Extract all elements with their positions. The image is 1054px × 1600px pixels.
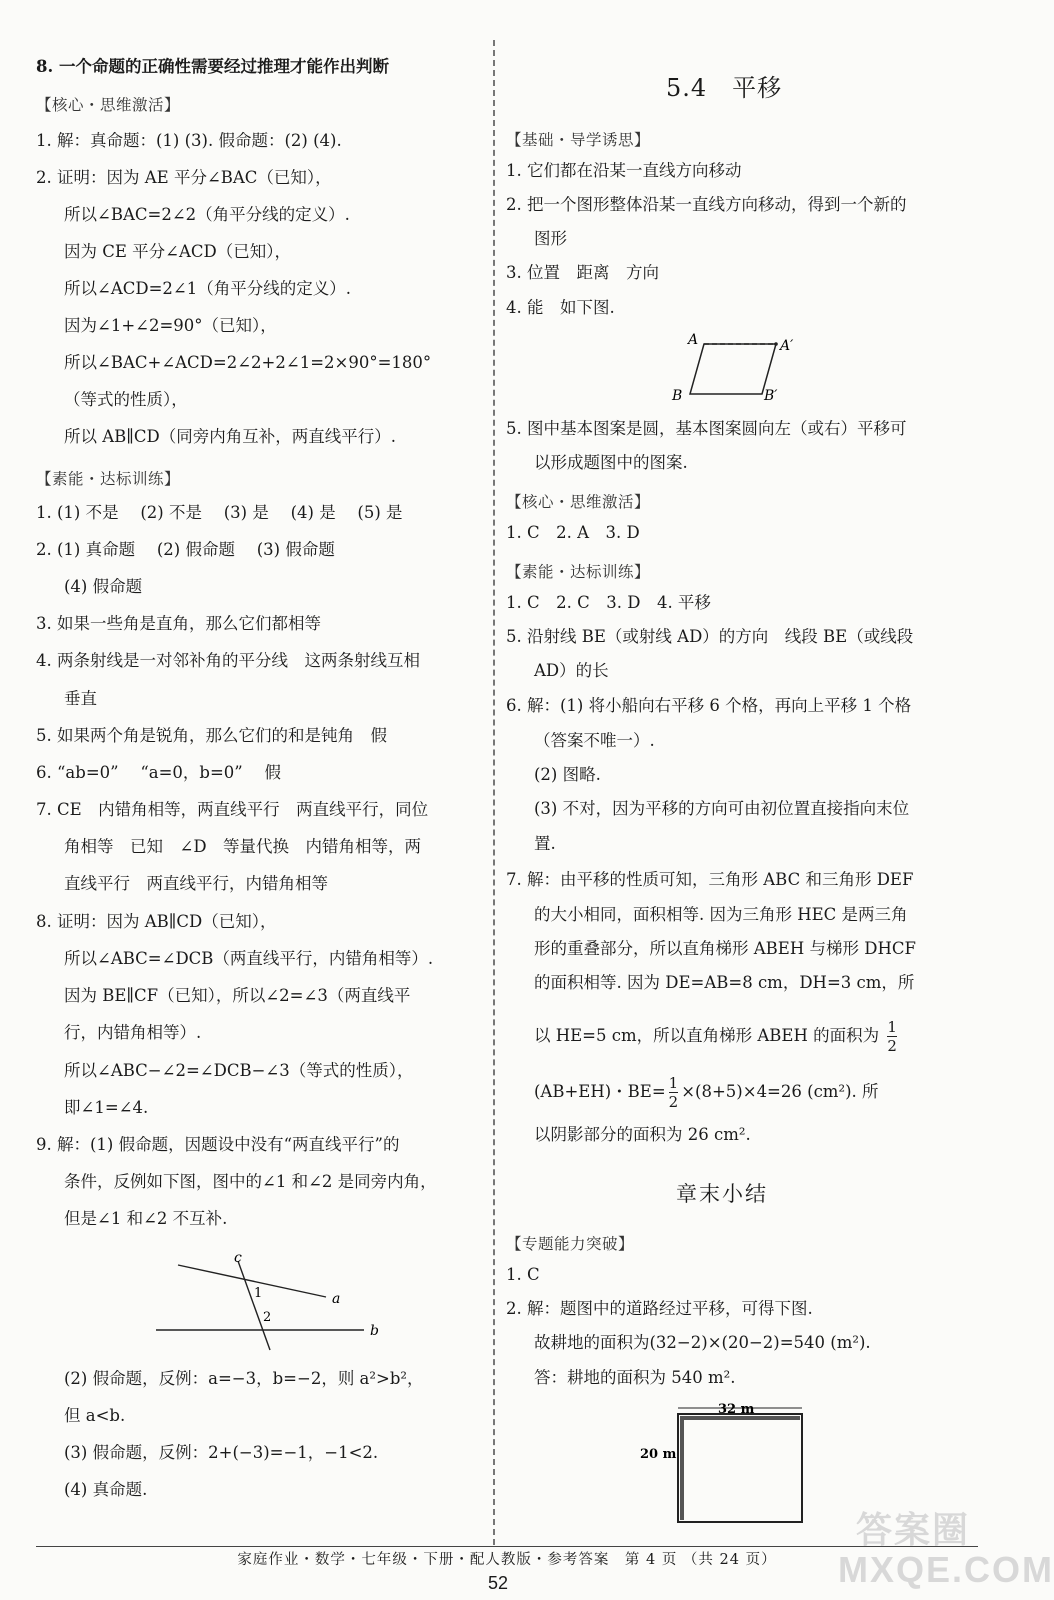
line-c — [238, 1261, 270, 1350]
section-heading: 【素能・达标训练】 — [506, 563, 651, 581]
label-b: b — [370, 1323, 379, 1339]
chapter-summary-title: 章末小结 — [676, 1182, 768, 1206]
answer-line: 1. 解：真命题：(1) (3). 假命题：(2) (4). — [36, 131, 342, 150]
answer-line: AD）的长 — [534, 661, 609, 680]
answer-line: 因为 BE∥CF（已知），所以∠2=∠3（两直线平 — [64, 986, 411, 1005]
answer-line: 条件，反例如下图，图中的∠1 和∠2 是同旁内角， — [64, 1172, 437, 1191]
section-heading: 【专题能力突破】 — [506, 1235, 635, 1253]
label-A: A — [688, 332, 699, 348]
answer-text: 以 HE=5 cm，所以直角梯形 ABEH 的面积为 — [534, 1026, 880, 1045]
answer-line: 直线平行 两直线平行，内错角相等 — [64, 874, 328, 893]
answer-line: 3. 如果一些角是直角，那么它们都相等 — [36, 614, 321, 633]
section-heading: 【核心・思维激活】 — [506, 493, 651, 511]
height-label: 20 m — [640, 1447, 677, 1462]
answer-line: 7. CE 内错角相等，两直线平行 两直线平行，同位 — [36, 800, 429, 819]
answer-line: 因为 CE 平分∠ACD（已知）， — [64, 242, 292, 261]
page-number: 52 — [487, 1573, 509, 1593]
answer-line: 4. 能 如下图. — [506, 298, 615, 317]
answer-line: 6. 解：(1) 将小船向右平移 6 个格，再向上平移 1 个格 — [506, 696, 912, 715]
answer-line: 所以∠ABC−∠2=∠DCB−∠3（等式的性质）， — [64, 1061, 414, 1080]
answer-line: 行，内错角相等）. — [64, 1023, 202, 1042]
section-title: 5.4 平移 — [666, 74, 783, 102]
label-B-prime: B′ — [764, 388, 778, 404]
answer-line: 5. 沿射线 BE（或射线 AD）的方向 线段 BE（或线段 — [506, 627, 914, 646]
answer-line: 2. 把一个图形整体沿某一直线方向移动，得到一个新的 — [506, 195, 907, 214]
width-label: 32 m — [718, 1402, 755, 1417]
fraction: $\frac{1}{2}$ — [668, 1074, 679, 1111]
answer-line: 5. 图中基本图案是圆，基本图案圆向左（或右）平移可 — [506, 419, 907, 438]
answer-text: ×(8+5)×4=26 (cm²). 所 — [681, 1082, 879, 1101]
answer-line: 形的重叠部分，所以直角梯形 ABEH 与梯形 DHCF — [534, 939, 916, 958]
answer-line: 3. 位置 距离 方向 — [506, 263, 659, 282]
answer-line: 以形成题图中的图案. — [534, 453, 688, 472]
answer-line: (2) 图略. — [534, 765, 601, 784]
answer-line: 图形 — [534, 229, 567, 248]
answer-line: 以阴影部分的面积为 26 cm². — [534, 1125, 751, 1144]
page-footer: 家庭作业・数学・七年级・下册・配人教版・参考答案 第 4 页 （共 24 页） — [36, 1546, 978, 1573]
answer-line: 所以∠BAC=2∠2（角平分线的定义）. — [64, 205, 350, 224]
answer-line: 所以∠ABC=∠DCB（两直线平行，内错角相等）. — [64, 949, 434, 968]
answer-line: 5. 如果两个角是锐角，那么它们的和是钝角 假 — [36, 726, 387, 745]
answer-line: 1. C — [506, 1265, 540, 1284]
label-B: B — [672, 388, 683, 404]
label-a: a — [332, 1291, 341, 1307]
answer-line: (4) 真命题. — [64, 1480, 148, 1499]
answer-line: 6. “ab=0” “a=0，b=0” 假 — [36, 763, 281, 782]
answer-line — [534, 1018, 900, 1055]
answer-line: 1. C 2. C 3. D 4. 平移 — [506, 593, 711, 612]
answer-line: 所以∠BAC+∠ACD=2∠2+2∠1=2×90°=180° — [64, 353, 432, 372]
line-a — [178, 1265, 326, 1297]
answer-line: 但是∠1 和∠2 不互补. — [64, 1209, 228, 1228]
answer-line: 2. 解：题图中的道路经过平移，可得下图. — [506, 1299, 813, 1318]
column-divider — [493, 40, 495, 1545]
answer-line: 8. 证明：因为 AB∥CD（已知）， — [36, 912, 277, 931]
answer-text: (AB+EH)・BE= — [534, 1082, 666, 1101]
answer-line: (3) 不对，因为平移的方向可由初位置直接指向末位 — [534, 799, 910, 818]
answer-line: （答案不唯一）. — [534, 731, 655, 750]
answer-line: 故耕地的面积为(32−2)×(20−2)=540 (m²). — [534, 1333, 871, 1352]
farmland-figure — [640, 1400, 810, 1524]
answer-line: 2. (1) 真命题 (2) 假命题 (3) 假命题 — [36, 540, 335, 559]
answer-line: 但 a<b. — [64, 1406, 126, 1425]
section-heading: 【基础・导学诱思】 — [506, 131, 651, 149]
answer-line: 角相等 已知 ∠D 等量代换 内错角相等，两 — [64, 837, 422, 856]
answer-line: 所以 AB∥CD（同旁内角互补，两直线平行）. — [64, 427, 397, 446]
answer-line — [534, 1074, 879, 1111]
answer-line: 9. 解：(1) 假命题，因题设中没有“两直线平行”的 — [36, 1135, 400, 1154]
answer-line: 答：耕地的面积为 540 m². — [534, 1368, 736, 1387]
answer-line: 7. 解：由平移的性质可知，三角形 ABC 和三角形 DEF — [506, 870, 914, 889]
answer-line: 置. — [534, 834, 556, 853]
answer-line: 所以∠ACD=2∠1（角平分线的定义）. — [64, 279, 351, 298]
answer-line: (3) 假命题，反例：2+(−3)=−1，−1<2. — [64, 1443, 379, 1462]
label-c: c — [234, 1250, 242, 1266]
answer-line: (4) 假命题 — [64, 577, 143, 596]
section-heading: 【核心・思维激活】 — [36, 96, 181, 114]
answer-line: 1. C 2. A 3. D — [506, 523, 640, 542]
answer-line: 4. 两条射线是一对邻补角的平分线 这两条射线互相 — [36, 651, 420, 670]
fraction: $\frac{1}{2}$ — [887, 1018, 897, 1055]
parallelogram-figure — [666, 330, 816, 408]
section-heading: 【素能・达标训练】 — [36, 470, 181, 488]
answer-line: 垂直 — [64, 689, 97, 708]
angle-1-label: 1 — [254, 1286, 263, 1301]
label-A-prime: A′ — [780, 338, 794, 354]
watermark: 答案圈 MXQE.COM — [838, 1509, 1054, 1590]
answer-line: 的大小相同，面积相等. 因为三角形 HEC 是两三角 — [534, 905, 908, 924]
answer-line: 2. 证明：因为 AE 平分∠BAC（已知）， — [36, 168, 332, 187]
answer-line: 8. 一个命题的正确性需要经过推理才能作出判断 — [36, 57, 389, 76]
answer-line: 1. (1) 不是 (2) 不是 (3) 是 (4) 是 (5) 是 — [36, 503, 403, 522]
answer-line: （等式的性质）， — [64, 390, 188, 409]
lines-figure — [156, 1245, 396, 1355]
answer-line: 即∠1=∠4. — [64, 1098, 149, 1117]
answer-line: 的面积相等. 因为 DE=AB=8 cm，DH=3 cm，所 — [534, 973, 915, 992]
answer-line: 1. 它们都在沿某一直线方向移动 — [506, 161, 742, 180]
answer-line: 因为∠1+∠2=90°（已知）， — [64, 316, 277, 335]
angle-2-label: 2 — [263, 1310, 272, 1325]
answer-line: (2) 假命题，反例：a=−3，b=−2，则 a²>b²， — [64, 1369, 424, 1388]
